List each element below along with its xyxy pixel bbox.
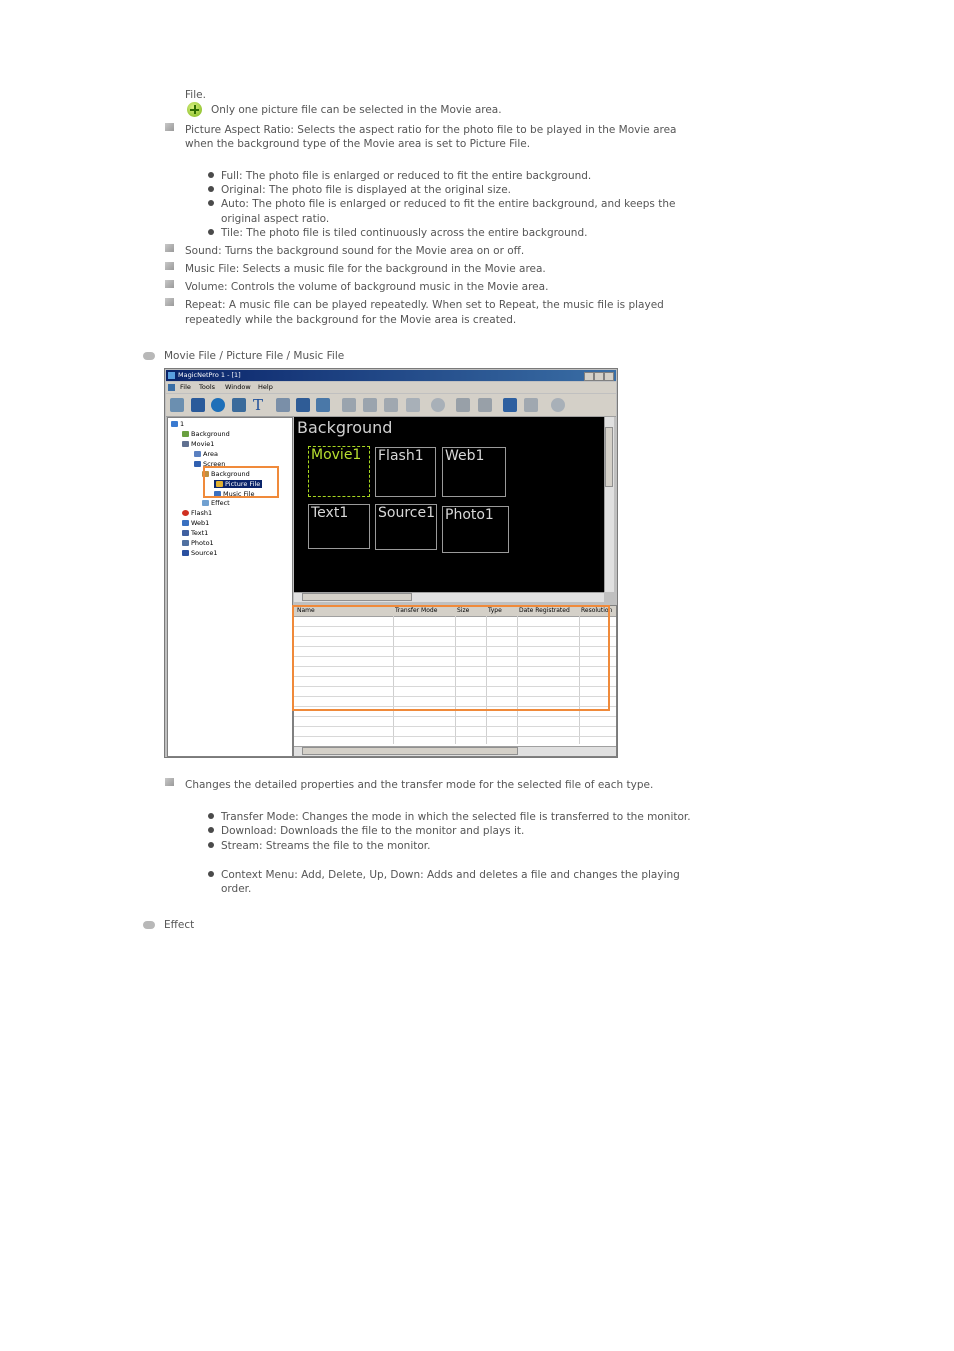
tree-item-area[interactable]: Area xyxy=(194,450,218,458)
area-photo1[interactable]: Photo1 xyxy=(442,506,509,553)
tree-item-web1[interactable]: Web1 xyxy=(182,519,209,527)
close-icon[interactable] xyxy=(604,372,614,381)
grid-highlight-box xyxy=(292,605,613,711)
round-bullet-icon xyxy=(208,200,214,206)
image-icon[interactable] xyxy=(316,398,330,412)
square-bullet-icon xyxy=(165,244,174,252)
aspect-option-tile: Tile: The photo file is tiled continuously across the entire background. xyxy=(221,227,588,239)
picture-note: Only one picture file can be selected in the Movie area. xyxy=(211,104,502,116)
area-web1[interactable]: Web1 xyxy=(442,447,506,497)
tree-item-screen[interactable]: Screen xyxy=(194,460,225,468)
tree-item-photo1[interactable]: Photo1 xyxy=(182,539,214,547)
music-file-item: Music File: Selects a music file for the background in the Movie area. xyxy=(185,263,546,275)
round-bullet-icon xyxy=(208,827,214,833)
col-type[interactable]: Type xyxy=(488,607,502,614)
round-bullet-icon xyxy=(208,813,214,819)
toolbar xyxy=(166,394,616,417)
aspect-option-auto-cont: original aspect ratio. xyxy=(221,213,330,225)
col-name[interactable]: Name xyxy=(297,607,315,614)
cut-icon[interactable] xyxy=(384,398,398,412)
paste-icon[interactable] xyxy=(363,398,377,412)
menu-tools[interactable]: Tools xyxy=(199,383,216,391)
round-bullet-icon xyxy=(208,229,214,235)
aspect-option-original: Original: The photo file is displayed at the original size. xyxy=(221,184,511,196)
square-bullet-icon xyxy=(165,778,174,786)
repeat-line2: repeatedly while the background for the Movie area is created. xyxy=(185,314,517,326)
volume-item: Volume: Controls the volume of background music in the Movie area. xyxy=(185,281,549,293)
section-heading-effect: Effect xyxy=(164,919,195,931)
grid-hscroll[interactable] xyxy=(294,746,616,756)
transfer-mode-item: Transfer Mode: Changes the mode in which the selected file is transferred to the monitor. xyxy=(221,811,691,823)
section-bullet-icon xyxy=(143,921,155,929)
screen-icon[interactable] xyxy=(232,398,246,412)
tree-item-flash1[interactable]: Flash1 xyxy=(182,509,212,517)
area-source1[interactable]: Source1 xyxy=(375,504,437,550)
app-window-screenshot xyxy=(164,368,618,758)
square-bullet-icon xyxy=(165,298,174,306)
aspect-ratio-line1: Picture Aspect Ratio: Selects the aspect ratio for the photo file to be played in the Movie area xyxy=(185,124,677,136)
menu-window[interactable]: Window xyxy=(225,383,251,391)
aspect-ratio-line2: when the background type of the Movie area is set to Picture File. xyxy=(185,138,531,150)
context-menu-line2: order. xyxy=(221,883,252,895)
tree-item-background[interactable]: Background xyxy=(182,430,230,438)
app-icon xyxy=(168,372,175,379)
aspect-option-auto: Auto: The photo file is enlarged or reduced to fit the entire background, and keeps the xyxy=(221,198,676,210)
layout-canvas xyxy=(294,417,604,592)
plus-note-icon xyxy=(187,102,202,117)
tree-item-movie1[interactable]: Movie1 xyxy=(182,440,214,448)
area-text1[interactable]: Text1 xyxy=(308,504,370,549)
repeat-line1: Repeat: A music file can be played repeatedly. When set to Repeat, the music file is played xyxy=(185,299,664,311)
info-icon[interactable] xyxy=(551,398,565,412)
window-title: MagicNetPro 1 - [1] xyxy=(178,371,241,379)
menu-file[interactable]: File xyxy=(180,383,191,391)
round-bullet-icon xyxy=(208,842,214,848)
section-heading-files: Movie File / Picture File / Music File xyxy=(164,350,345,362)
doc-icon xyxy=(168,384,175,391)
changes-item: Changes the detailed properties and the transfer mode for the selected file of each type. xyxy=(185,779,654,791)
round-bullet-icon xyxy=(208,871,214,877)
square-bullet-icon xyxy=(165,123,174,131)
text-up-icon[interactable] xyxy=(456,398,470,412)
project-tree xyxy=(167,417,293,757)
area-movie1[interactable]: Movie1 xyxy=(308,446,370,497)
file-continuation: File. xyxy=(185,89,206,101)
download-item: Download: Downloads the file to the monitor and plays it. xyxy=(221,825,525,837)
canvas-title: Background xyxy=(297,418,393,437)
tree-item-source1[interactable]: Source1 xyxy=(182,549,217,557)
redo-icon[interactable] xyxy=(524,398,538,412)
new-icon[interactable] xyxy=(170,398,184,412)
col-resolution[interactable]: Resolution xyxy=(581,607,613,614)
canvas-vscroll[interactable] xyxy=(604,417,614,592)
globe-icon[interactable] xyxy=(211,398,225,412)
aspect-option-full: Full: The photo file is enlarged or reduced to fit the entire background. xyxy=(221,170,592,182)
menu-bar xyxy=(166,382,616,393)
round-bullet-icon xyxy=(208,172,214,178)
text-icon[interactable]: T xyxy=(253,396,264,414)
tree-item-effect[interactable]: Effect xyxy=(202,499,230,507)
refresh-icon[interactable] xyxy=(431,398,445,412)
tree-item-picture-file[interactable]: Picture File xyxy=(214,480,262,488)
round-bullet-icon xyxy=(208,186,214,192)
tree-highlight-box xyxy=(203,466,279,498)
minimize-icon[interactable] xyxy=(584,372,594,381)
tree-item-root[interactable]: 1 xyxy=(171,420,184,428)
context-menu-line1: Context Menu: Add, Delete, Up, Down: Adds and deletes a file and changes the playing xyxy=(221,869,680,881)
square-bullet-icon xyxy=(165,262,174,270)
maximize-icon[interactable] xyxy=(594,372,604,381)
sound-item: Sound: Turns the background sound for the Movie area on or off. xyxy=(185,245,525,257)
square-bullet-icon xyxy=(165,280,174,288)
col-date-registrated[interactable]: Date Registrated xyxy=(519,607,570,614)
save-icon[interactable] xyxy=(296,398,310,412)
canvas-hscroll[interactable] xyxy=(294,592,604,602)
menu-help[interactable]: Help xyxy=(258,383,273,391)
area-flash1[interactable]: Flash1 xyxy=(375,447,436,497)
col-transfer-mode[interactable]: Transfer Mode xyxy=(395,607,438,614)
copy-icon[interactable] xyxy=(342,398,356,412)
stream-item: Stream: Streams the file to the monitor. xyxy=(221,840,431,852)
tree-item-music-file[interactable]: Music File xyxy=(214,490,254,498)
delete-icon[interactable] xyxy=(406,398,420,412)
monitor-icon[interactable] xyxy=(191,398,205,412)
col-size[interactable]: Size xyxy=(457,607,470,614)
tree-item-text1[interactable]: Text1 xyxy=(182,529,208,537)
window-titlebar xyxy=(166,370,616,381)
tree-item-movie-background[interactable]: Background xyxy=(202,470,250,478)
text-down-icon[interactable] xyxy=(478,398,492,412)
section-bullet-icon xyxy=(143,352,155,360)
undo-icon[interactable] xyxy=(503,398,517,412)
open-folder-icon[interactable] xyxy=(276,398,290,412)
